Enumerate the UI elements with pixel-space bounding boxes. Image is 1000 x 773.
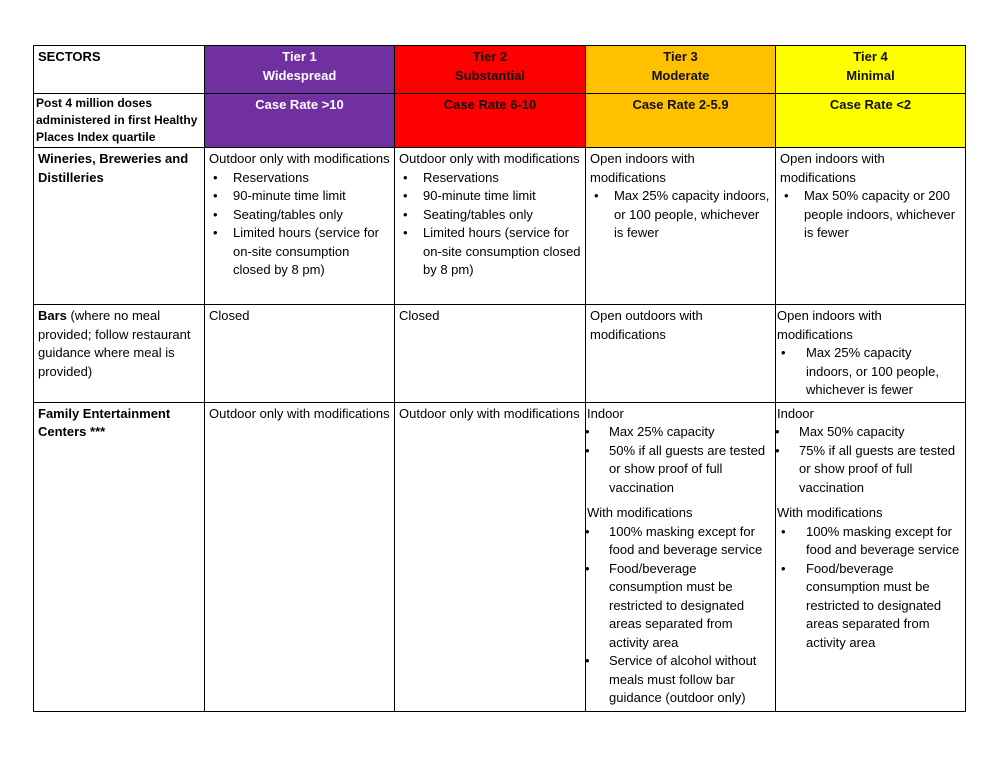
fec-tier-4-list-2	[777, 523, 961, 653]
bars-tier-4-intro: Open indoors with modifications	[777, 308, 882, 342]
list-item: • 100% masking except for food and beverage service	[777, 523, 961, 560]
tier-4-header	[776, 46, 966, 94]
list-item: • Food/beverage consumption must be restricted to designated areas separated from activity area	[587, 560, 771, 653]
tier-1-case-rate: Case Rate >10	[255, 97, 344, 112]
wineries-tier-4-cell	[776, 148, 966, 305]
sector-note-bars: (where no meal provided; follow restaurant guidance where meal is provided)	[38, 308, 191, 379]
tier-4-case-rate: Case Rate <2	[829, 97, 912, 112]
tier-2-header	[395, 46, 586, 94]
list-item: • Limited hours (service for on-site consumption closed by 8 pm)	[209, 224, 390, 280]
bars-tier-2-cell	[395, 305, 586, 403]
tier-1-header	[205, 46, 395, 94]
list-item: • Seating/tables only	[209, 206, 390, 225]
tier-3-case-rate-cell	[586, 94, 776, 148]
list-item: • Max 50% capacity	[777, 423, 961, 442]
fec-tier-4-cell	[776, 402, 966, 711]
tier-4-level: Minimal	[846, 67, 895, 83]
tier-3-name: Tier 3	[663, 49, 698, 64]
bars-tier-3-intro: Open outdoors with modifications	[590, 308, 703, 342]
tier-3-header	[586, 46, 776, 94]
tier-3-level: Moderate	[651, 67, 710, 83]
list-item: • 100% masking except for food and beverage service	[587, 523, 771, 560]
list-item: • Max 25% capacity	[587, 423, 771, 442]
bars-tier-4-cell	[776, 305, 966, 403]
spacer	[587, 497, 771, 504]
tier-1-case-rate-cell	[205, 94, 395, 148]
list-item: • Max 50% capacity or 200 people indoors, whichever is fewer	[780, 187, 961, 243]
fec-tier-1-cell	[205, 402, 395, 711]
list-item: • 75% if all guests are tested or show proof of full vaccination	[777, 442, 961, 498]
sector-name-wineries: Wineries, Breweries and Distilleries	[38, 151, 189, 185]
list-item: • 90-minute time limit	[209, 187, 390, 206]
tier-header-row	[34, 46, 966, 94]
tier-2-case-rate-cell	[395, 94, 586, 148]
tier-4-name: Tier 4	[853, 49, 888, 64]
fec-tier-4-intro: Indoor	[777, 405, 814, 421]
wineries-tier-3-cell	[586, 148, 776, 305]
fec-tier-2-intro: Outdoor only with modifications	[399, 405, 580, 421]
wineries-tier-1-cell	[205, 148, 395, 305]
wineries-tier-4-intro: Open indoors with modifications	[780, 151, 885, 185]
tier-2-name: Tier 2	[472, 49, 508, 64]
table-row-bars	[34, 305, 966, 403]
wineries-tier-1-intro: Outdoor only with modifications	[209, 151, 390, 166]
table-row-family-entertainment	[34, 402, 966, 711]
list-item: • 50% if all guests are tested or show proof of full vaccination	[587, 442, 771, 498]
sector-cell-fec	[34, 402, 205, 711]
tier-4-case-rate-cell	[776, 94, 966, 148]
sectors-label: SECTORS	[38, 49, 101, 64]
tier-1-name: Tier 1	[282, 49, 317, 64]
fec-tier-3-cell	[586, 402, 776, 711]
wineries-tier-2-intro: Outdoor only with modifications	[399, 151, 580, 166]
sector-name-fec: Family Entertainment Centers ***	[38, 405, 171, 439]
list-item: • Limited hours (service for on-site consumption closed by 8 pm)	[399, 224, 581, 280]
doses-subhead: Post 4 million doses administered in first Healthy Places Index quartile	[36, 96, 198, 144]
fec-tier-3-intro-2: With modifications	[587, 505, 693, 520]
wineries-tier-2-list	[399, 169, 581, 280]
tier-3-case-rate: Case Rate 2-5.9	[632, 97, 729, 112]
sector-cell-bars	[34, 305, 205, 403]
bars-tier-1-intro: Closed	[209, 308, 250, 323]
wineries-tier-2-cell	[395, 148, 586, 305]
fec-tier-4-list	[777, 423, 961, 497]
list-item: • Service of alcohol without meals must follow bar guidance (outdoor only)	[587, 652, 771, 708]
doses-subhead-cell	[34, 94, 205, 148]
list-item: • Max 25% capacity indoors, or 100 people, whichever is fewer	[777, 344, 961, 400]
wineries-tier-1-list	[209, 169, 390, 280]
bars-tier-1-cell	[205, 305, 395, 403]
wineries-tier-3-list	[590, 187, 771, 243]
list-item: • Reservations	[399, 169, 581, 188]
fec-tier-3-intro: Indoor	[587, 405, 624, 421]
spacer	[777, 497, 961, 504]
sector-name-bars: Bars	[38, 308, 67, 323]
tier-guidance-table	[33, 45, 966, 712]
fec-tier-3-list-2	[587, 523, 771, 708]
list-item: • Food/beverage consumption must be restricted to designated areas separated from activity area	[777, 560, 961, 653]
sectors-header-cell	[34, 46, 205, 94]
tier-2-level: Substantial	[454, 67, 526, 83]
wineries-tier-3-intro: Open indoors with modifications	[590, 151, 695, 185]
list-item: • Seating/tables only	[399, 206, 581, 225]
bars-tier-3-cell	[586, 305, 776, 403]
sector-cell-wineries	[34, 148, 205, 305]
bars-tier-4-list	[777, 344, 961, 400]
bars-tier-2-intro: Closed	[399, 308, 440, 323]
tier-1-level: Widespread	[262, 67, 337, 83]
fec-tier-4-intro-2: With modifications	[777, 505, 883, 520]
case-rate-row	[34, 94, 966, 148]
fec-tier-2-cell	[395, 402, 586, 711]
table-row-wineries	[34, 148, 966, 305]
fec-tier-3-list	[587, 423, 771, 497]
fec-tier-1-intro: Outdoor only with modifications	[209, 405, 390, 421]
list-item: • Reservations	[209, 169, 390, 188]
tier-2-case-rate: Case Rate 6-10	[443, 97, 537, 112]
list-item: • Max 25% capacity indoors, or 100 people, whichever is fewer	[590, 187, 771, 243]
wineries-tier-4-list	[780, 187, 961, 243]
list-item: • 90-minute time limit	[399, 187, 581, 206]
